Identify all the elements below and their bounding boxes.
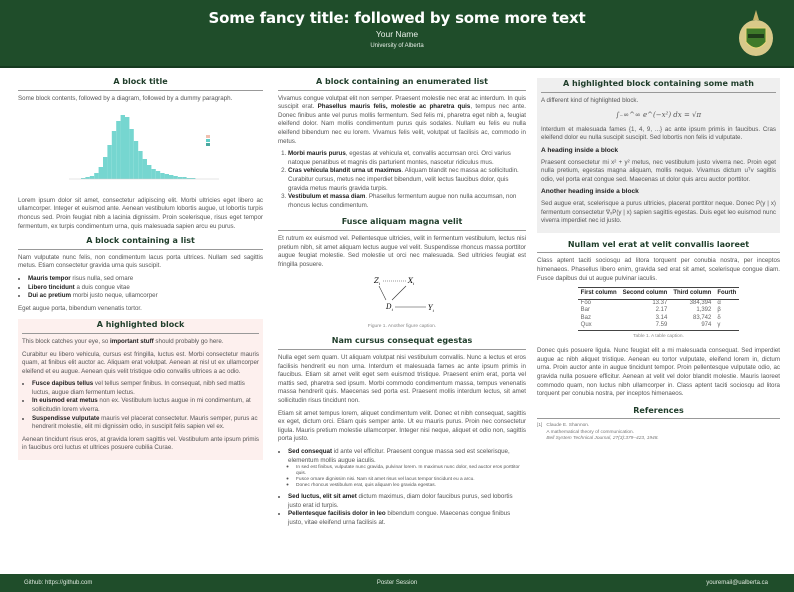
table-cell: 384,394 [689, 299, 712, 306]
column-3 [537, 78, 780, 442]
poster-footer [0, 574, 794, 592]
block-paragraph: Interdum et malesuada fames {1, 4, 9, ...} ac ante ipsum primis in faucibus. Cras eleifend dolor eu nulla suscipit suscipit. Sed lobortis non felis id vulputate. [541, 125, 776, 142]
list-item: • In euismod erat metus non ex. Vestibulum luctus augue in mi condimentum, at sollicitudin lorem viverra. [32, 397, 259, 414]
table-row [578, 322, 740, 330]
histogram-bar [151, 169, 155, 179]
list-item: • Sed luctus, elit sit amet dictum maximus, diam dolor faucibus purus, sed lobortis justo erat id turpis. [288, 493, 526, 510]
histogram-bar [120, 115, 124, 179]
table-cell: 1,392 [696, 307, 712, 314]
block-paragraph: Sed augue erat, scelerisque a purus ultricies, placerat porttitor neque. Donec P(y | x) fermentum consectetur ∇ₓP(y | x) sapien sagittis egestas. Duis eget leo euismod nunc viverra imperdiet nec id justo. [541, 199, 776, 225]
sub-list-item: ◦ Donec rhoncus vestibulum erat, quis aliquam leo gravida egestas. [296, 483, 526, 489]
table-cell: Baz [580, 314, 591, 321]
table-cell: γ [714, 322, 739, 330]
block-title: Fusce aliquam magna velit [278, 218, 526, 231]
list-item: • Sed consequat id ante vel efficitur. Praesent congue massa sed est scelerisque, elementum mollis augue iaculis. ◦ In sed est finibus, vulputate nunc gravida, pulvinar lorem. In maximus nunc dolor, sed auctor eros porttitor quis. ◦ Fusce ornare dignissim nisi. Nam sit amet risus vel lacus tempor tincidunt eu a arcu. ◦ Donec rhoncus vestibulum erat, quis aliquam leo gravida egestas. [288, 448, 526, 489]
node-z: $Z_i$ [374, 277, 381, 287]
table-cell: 974 [670, 322, 714, 330]
highlighted-block [18, 319, 263, 460]
block-paragraph: Praesent consectetur mi x² + y² metus, nec vestibulum justo viverra nec. Proin eget nulla pretium, egestas magna aliquam, mollis neque. Vivamus dictum uᵀv sagittis odio, vel porta erat congue sed. Maecenas ut dolor quis arcu auctor porttitor. [541, 158, 776, 183]
list-item: • Libero tincidunt a duis congue vitae [28, 284, 263, 293]
list-item: • Pellentesque facilisis dolor in leo bibendum congue. Maecenas congue finibus justo, vitae eleifend urna facilisis at. [288, 510, 526, 527]
enumerated-list [288, 150, 526, 210]
column-header: Fourth [714, 288, 739, 300]
histogram-bar [111, 131, 115, 179]
block-subheading: A heading inside a block [541, 146, 619, 154]
equation: ∫₋∞^∞ e^(−x²) dx = √π [615, 111, 702, 120]
node-d: $D_i$ [386, 303, 393, 313]
figure-caption: Figure 1. Another figure caption. [367, 323, 437, 329]
block-paragraph: This block catches your eye, so important stuff should probably go here. [22, 337, 224, 345]
arrow [379, 286, 386, 300]
list-item: • Fusce dapibus tellus vel tellus semper finibus. In consequat, nibh sed mattis luctus, augue diam fermentum lectus. [32, 380, 259, 397]
histogram-bar [169, 175, 173, 179]
histogram-bar [125, 117, 129, 179]
histogram-bar [182, 177, 186, 179]
block-title: A highlighted block [22, 321, 259, 334]
block-title: Nam cursus consequat egestas [278, 337, 526, 350]
histogram-bar [133, 141, 137, 179]
table-row [578, 315, 740, 323]
block-paragraph: Vivamus congue volutpat elit non semper. Praesent molestie nec erat ac interdum. In quis suscipit erat. Phasellus mauris felis, molestie ac pharetra quis, tempus nec ante. Donec finibus ante vel purus mollis fermentum. Sed felis mi, pharetra eget nibh a, feugiat eleifend dolor. Nam mollis condimentum purus quis sodales. Nullam eu felis eu nulla eleifend bibendum nec eu lorem. Vivamus felis velit, volutpat ut facilisis ac, commodo in metus. [278, 94, 527, 145]
block-paragraph: Donec quis posuere ligula. Nunc feugiat elit a mi malesuada consequat. Sed imperdiet augue ac nibh aliquet tristique. Aenean eu tortor vulputate, eleifend lorem in, dictum urna. Proin auctor ante in augue tincidunt tempor. Proin pellentesque vulputate odio, ac gravida nulla posuere efficitur. Aenean at velit vel dolor blandit molestie. Mauris laoreet commodo quam, non luctus nibh ullamcorper in. Class aptent taciti sociosqu ad litora torquent per conubia nostra, per inceptos himenaeos. [537, 347, 780, 398]
sub-list-item: ◦ Fusce ornare dignissim nisi. Nam sit amet risus vel lacus tempor tincidunt eu a arcu. [296, 477, 526, 483]
table-caption: Table 1. A table caption. [633, 333, 684, 339]
column-1 [18, 78, 263, 460]
university-crest-logo [736, 8, 776, 60]
sub-list [296, 465, 526, 489]
footer-github-link[interactable]: Github: https://github.com [24, 580, 93, 586]
reference-entry: [1] Claude E. Shannon. A mathematical theory of communication. Bell System Technical Journal, 27(3):379–423, 1948. [537, 423, 659, 442]
column-header: First column [578, 288, 620, 300]
table-cell: Foo [580, 299, 591, 306]
table-row [578, 307, 740, 315]
institution: University of Alberta [370, 43, 424, 50]
column-header: Second column [620, 288, 671, 300]
histogram-bar [103, 157, 107, 179]
histogram-bar [89, 176, 93, 179]
list-item: • Dui ac pretium morbi justo neque, ullamcorper [28, 292, 263, 301]
bullet-list [28, 275, 263, 301]
block-paragraph: Aenean tincidunt risus eros, at gravida lorem sagittis vel. Vestibulum ante ipsum primis in faucibus orci luctus et ultrices posuere cubilia Curae. [22, 435, 259, 452]
block-paragraph: Lorem ipsum dolor sit amet, consectetur adipiscing elit. Morbi ultricies eget libero ac ullamcorper. Integer et euismod ante. Aenean vestibulum lobortis augue, ut lobortis turpis rhoncus sed. Proin feugiat nibh a lacinia dignissim. Proin scelerisque, risus eget tempor fermentum, ex turpis condimentum urna, quis malesuada sapien arcu eu purus. [18, 196, 263, 230]
histogram-bar [147, 165, 151, 179]
table-row [578, 299, 740, 307]
column-header: Third column [670, 288, 714, 300]
footer-email-link[interactable]: youremail@ualberta.ca [706, 580, 768, 586]
footer-session: Poster Session [376, 580, 418, 586]
table-cell: δ [717, 314, 721, 321]
block-title: A block containing a list [18, 237, 263, 250]
table-cell: Bar [580, 307, 590, 314]
block-paragraph: Class aptent taciti sociosqu ad litora torquent per conubia nostra, per inceptos himenaeos. Phasellus libero enim, gravida sed erat sit amet, scelerisque congue diam. Fusce dapibus dui ut augue pulvinar iaculis. [537, 257, 780, 282]
histogram-bar [129, 129, 133, 179]
block-title: A highlighted block containing some math [541, 80, 776, 93]
table-cell: β [717, 307, 721, 314]
block-title: A block containing an enumerated list [278, 78, 526, 91]
arrow [392, 286, 406, 300]
histogram-bar [177, 177, 181, 179]
list-item: • Mauris tempor risus nulla, sed ornare [28, 275, 263, 284]
block-paragraph: Nulla eget sem quam. Ut aliquam volutpat nisi vestibulum convallis. Nunc a lectus et eros facilisis hendrerit eu non urna. Interdum et malesuada fames ac ante ipsum primis in faucibus. Etiam sit amet velit eget sem euismod tristique. Praesent enim erat, porta vel mattis sed, pharetra sed ipsum. Morbi commodo condimentum massa, tempus venenatis massa hendrerit quis. Maecenas sed porta est. Praesent mollis interdum lectus, sit amet sollicitudin risus tincidunt non. [278, 354, 526, 405]
list-item: 1. Morbi mauris purus, egestas at vehicula et, convallis accumsan orci. Orci varius natoque penatibus et magnis dis parturient montes, nascetur ridiculus mus. [288, 150, 526, 167]
histogram-figure [18, 107, 263, 193]
histogram-bar [85, 177, 89, 179]
table-cell: 13.37 [652, 299, 668, 306]
poster-title: Some fancy title: followed by some more text [208, 9, 586, 27]
poster-header [0, 0, 794, 68]
histogram-bar [173, 176, 177, 179]
histogram-bar [138, 151, 142, 179]
table-cell: 3.14 [655, 314, 668, 321]
block-subheading: Another heading inside a block [541, 188, 639, 196]
histogram-bar [142, 159, 146, 179]
bullet-list [32, 380, 259, 432]
histogram-bar [94, 173, 98, 179]
block-title: A block title [18, 78, 263, 91]
table-cell: 7.59 [620, 322, 671, 330]
histogram-bar [116, 121, 120, 179]
block-paragraph: Et rutrum ex euismod vel. Pellentesque ultricies, velit in fermentum vestibulum, lectus nisi pretium nibh, sit amet aliquam lectus augue vel velit. Suspendisse rhoncus massa porttitor augue feugiat molestie. Sed molestie ut orci nec malesuada. Sed ultricies feugiat est fringilla posuere. [278, 234, 526, 268]
author-name: Your Name [375, 28, 419, 39]
histogram-bar [164, 174, 168, 179]
histogram-bar [160, 173, 164, 179]
histogram-bar [155, 171, 159, 179]
math-block [537, 78, 780, 233]
causal-diagram [278, 273, 526, 319]
column-2 [278, 78, 526, 532]
histogram-bar [98, 167, 102, 179]
block-paragraph: Etiam sit amet tempus lorem, aliquet condimentum velit. Donec et nibh consequat, sagittis ex eget, dictum orci. Etiam quis semper ante. Ut eu mauris purus. Proin nec consectetur ligula. Mauris pretium molestie ullamcorper. Integer nisi neque, aliquet et odio non, sagittis porta justo. [278, 409, 526, 443]
histogram-bar [107, 145, 111, 179]
block-paragraph: Curabitur eu libero vehicula, cursus est fringilla, luctus est. Morbi consectetur mauris quam, at finibus elit auctor ac. Aliquam erat volutpat. Aenean at nisl ut ex ullamcorper eleifend et eu augue. Aenean quis velit tristique odio convallis ultrices a ac odio. [22, 350, 259, 375]
block-intro: Some block contents, followed by a diagram, followed by a dummy paragraph. [18, 94, 233, 102]
table-cell: 2.17 [655, 307, 668, 314]
node-x: $X_i$ [408, 277, 415, 287]
bullet-list [288, 448, 526, 528]
table-cell: α [717, 299, 721, 306]
histogram-image [41, 107, 241, 189]
node-y: $Y_i$ [428, 304, 434, 314]
block-intro: Nam vulputate nunc felis, non condimentum lacus porta ultrices. Nullam sed sagittis metus. Etiam consectetur gravida urna quis suscipit. [18, 253, 263, 270]
list-item: 3. Vestibulum et massa diam. Phasellus fermentum augue non nulla accumsan, non rhoncus lectus condimentum. [288, 193, 526, 210]
list-item: 2. Cras vehicula blandit urna ut maximus. Aliquam blandit nec massa ac sollicitudin. Curabitur cursus, metus nec imperdiet bibendum, velit lectus faucibus dolor, quis gravida metus mauris gravida turpis. [288, 167, 526, 193]
list-item: • Suspendisse vulputate mauris vel placerat consectetur. Mauris semper, purus ac hendrerit molestie, elit mi dignissim odio, in suscipit felis sapien vel ex. [32, 415, 259, 432]
block-outro: Eget augue porta, bibendum venenatis tortor. [18, 304, 142, 312]
block-title: References [537, 407, 780, 420]
block-intro: A different kind of highlighted block. [541, 96, 639, 104]
data-table [578, 287, 740, 331]
table-cell: 83,742 [692, 314, 712, 321]
block-title: Nullam vel erat at velit convallis laoreet [537, 241, 780, 254]
sub-list-item: ◦ In sed est finibus, vulputate nunc gravida, pulvinar lorem. In maximus nunc dolor, sed auctor eros porttitor quis. [296, 465, 526, 477]
table-cell: Qux [578, 322, 620, 330]
